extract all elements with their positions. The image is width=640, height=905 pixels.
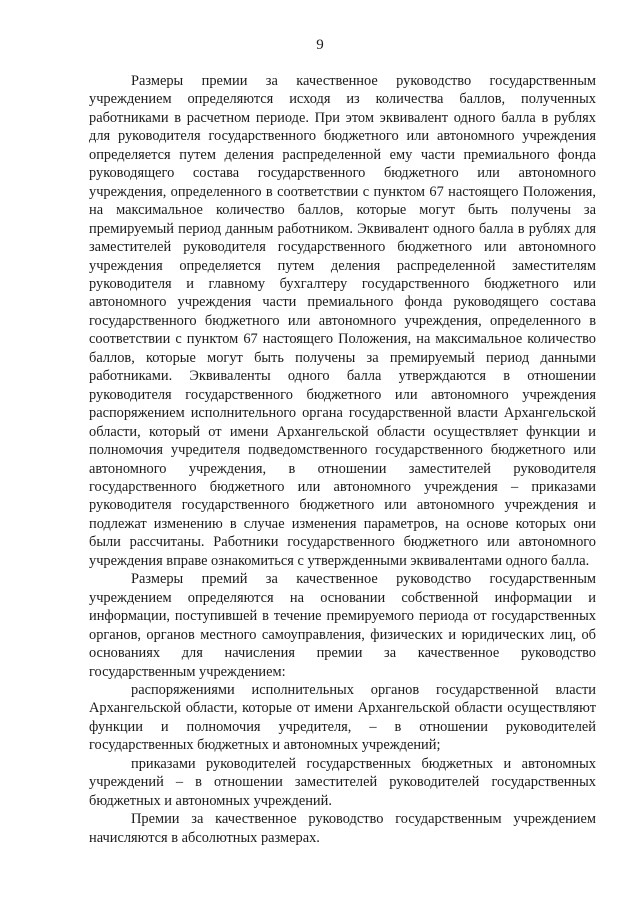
page-number: 9: [316, 37, 324, 53]
list-item-director-orders: приказами руководителей государственных бюджетных и автономных учреждений – в отношении заместителей руководителей государственных бюджетных и автономных учреждений.: [89, 755, 596, 809]
paragraph-premium-basis: Размеры премий за качественное руководство государственным учреждением определяются на основании собственной информации и информации, поступившей в течение премируемого периода от государственных органов, органов местного самоуправления, физических и юридических лиц, об основаниях для начисления премии за качественное руководство государственным учреждением:: [89, 571, 596, 680]
document-body: [89, 72, 596, 847]
list-item-executive-orders: распоряжениями исполнительных органов государственной власти Архангельской области, которые от имени Архангельской области осуществляют функции и полномочия учредителя, – в отношении руководителей государственных бюджетных и автономных учреждений;: [89, 681, 596, 754]
paragraph-absolute-amounts: Премии за качественное руководство государственным учреждением начисляются в абсолютных размерах.: [89, 811, 596, 846]
paragraph-point-equivalent: Размеры премии за качественное руководство государственным учреждением определяются исходя из количества баллов, полученных работниками в расчетном периоде. При этом эквивалент одного балла в рублях для руководителя государственного бюджетного или автономного учреждения определяется путем деления распределенной ему части премиального фонда руководящего состава государственного бюджетного или автономного учреждения, определенного в соответствии с пунктом 67 настоящего Положения, на максимальное количество баллов, которые могут быть получены за премируемый период данным работником. Эквивалент одного балла в рублях для заместителей руководителя государственного бюджетного или автономного учреждения определяется путем деления распределенной заместителям руководителя и главному бухгалтеру государственного бюджетного или автономного учреждения части премиального фонда руководящего состава государственного бюджетного или автономного учреждения, определенного в соответствии с пунктом 67 настоящего Положения, на максимальное количество баллов, которые могут быть получены за премируемый период данными работниками. Эквиваленты одного балла утверждаются в отношении руководителя государственного бюджетного или автономного учреждения распоряжением исполнительного органа государственной власти Архангельской области, который от имени Архангельской области осуществляет функции и полномочия учредителя подведомственного государственного бюджетного или автономного учреждения, в отношении заместителей руководителя государственного бюджетного или автономного учреждения – приказами руководителя государственного бюджетного или автономного учреждения и подлежат изменению в случае изменения параметров, на основе которых они были рассчитаны. Работники государственного бюджетного или автономного учреждения вправе ознакомиться с утвержденными эквивалентами одного балла.: [89, 73, 596, 569]
